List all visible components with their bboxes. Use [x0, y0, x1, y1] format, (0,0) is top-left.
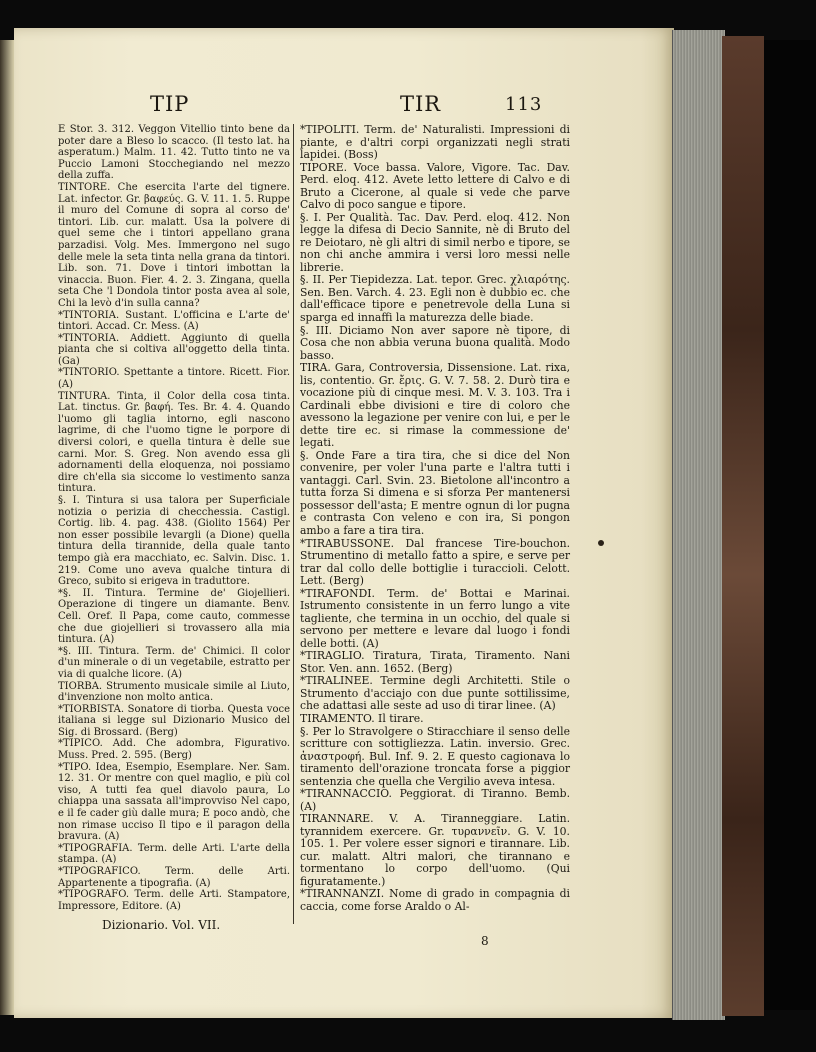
entry: *TIRAGLIO. Tiratura, Tirata, Tiramento. Nani Stor. Ven. ann. 1652. (Berg): [300, 649, 570, 675]
entry: §. III. Diciamo Non aver sapore nè tipore, di Cosa che non abbia veruna buona qualità. Modo basso.: [300, 323, 570, 362]
entry: §. Onde Fare a tira tira, che si dice del Non convenire, per voler l'una parte e l'altra tutti i vantaggi. Carl. Svin. 23. Bietolone all'incontro a tutta forza Si dimena e si sforza Per mantenersi possessor dell'asta; E mentre ognun di lor pugna e contrasta Con veleno e con ira, Si pongon ambo a fare a tira tira.: [300, 448, 570, 537]
background-right: [764, 40, 816, 1010]
entry: TIORBA. Strumento musicale simile al Liuto, d'invenzione non molto antica.: [58, 680, 290, 704]
entry: *TIPO. Idea, Esempio, Esemplare. Ner. Sam. 12. 31. Or mentre con quel maglio, e più col viso, A tutti fea quel diavolo paura, Lo chiappa una sassata all'improvviso Nel capo, e il fe cader giù dalle mura; E poco andò, che non rimase ucciso Il tipo e il paragon della bravura. (A): [58, 761, 290, 843]
volume-footer: Dizionario. Vol. VII.: [102, 918, 221, 932]
entry: TIRANNARE. V. A. Tiranneggiare. Latin. tyrannidem exercere. Gr. τυραννεῖν. G. V. 10. 105. 1. Per volere esser signori e tirannare. Lib. cur. malatt. Altri malori, che tirannano e tormentano lo corpo dell'uomo. (Qui figuratamente.): [300, 812, 570, 888]
entry: §. I. Per Qualità. Tac. Dav. Perd. eloq. 412. Non legge la difesa di Decio Sannite, nè di Bruto del re Deiotaro, nè gli altri di simil nerbo e tipore, se non chi anche ammira i versi loro messi nelle librerie.: [300, 210, 570, 274]
left-column: [58, 124, 290, 912]
entry: TINTORE. Che esercita l'arte del tignere. Lat. infector. Gr. βαφεύς. G. V. 11. 1. 5. Ruppe il muro del Comune di sopra al corso de' tintori. Lib. cur. malatt. Usa la polvere di quel seme che i tintori appellano grana parzadisi. Volg. Mes. Immergono nel sugo delle mele la seta tinta nella grana da tintori. Lib. son. 71. Dove i tintori imbottan la vinaccia. Buon. Fier. 4. 2. 3. Zingana, quella seta Che 'l Dondola tintor posta avea al sole, Chi la levò d'in sulla canna?: [58, 181, 290, 309]
page-number: 113: [505, 94, 543, 115]
page-edges: [672, 30, 725, 1020]
entry: *TINTORIO. Spettante a tintore. Ricett. Fior. (A): [58, 367, 290, 391]
book-cover-board: [722, 36, 764, 1016]
entry: §. I. Tintura si usa talora per Superficiale notizia o perizia di checchessia. Castigl. Cortig. lib. 4. pag. 438. (Giolito 1564) Per non esser possibile levargli (a Dione) quella tintura della tirannide, della quale tanto tempo già era macchiato, ec. Salvin. Disc. 1. 219. Come uno aveva qualche tintura di Greco, subito si erigeva in traduttore.: [58, 495, 290, 588]
entry: TIPORE. Voce bassa. Valore, Vigore. Tac. Dav. Perd. eloq. 412. Avete letto lettere di Calvo e di Bruto a Cicerone, al quale si vede che parve Calvo di poco sangue e tipore.: [300, 160, 570, 212]
entry: *TIRABUSSONE. Dal francese Tire-bouchon. Strumentino di metallo fatto a spire, e serve per trar dal collo delle bottiglie i turaccioli. Celott. Lett. (Berg): [300, 536, 570, 588]
entry: §. II. Per Tiepidezza. Lat. tepor. Grec. χλιαρότης. Sen. Ben. Varch. 4. 23. Egli non è dubbio ec. che dall'efficace tipore e penetrevole della Luna si sparga ed innaffi la maturezza delle biade.: [300, 273, 570, 324]
entry: TIRAMENTO. Il tirare.: [300, 711, 424, 725]
running-head-left: TIP: [150, 92, 190, 116]
entry: *TIPICO. Add. Che adombra, Figurativo. Muss. Pred. 2. 595. (Berg): [58, 738, 290, 762]
entry: *TIORBISTA. Sonatore di tiorba. Questa voce italiana si legge sul Dizionario Musico del Sig. di Brossard. (Berg): [58, 703, 290, 738]
entry: *TIPOGRAFO. Term. delle Arti. Stampatore, Impressore, Editore. (A): [58, 889, 290, 912]
running-head-right: TIR: [400, 92, 442, 116]
ink-spot: [598, 540, 604, 546]
entry: *TINTORIA. Addiett. Aggiunto di quella pianta che si coltiva all'oggetto della tinta. (Ga): [58, 332, 290, 367]
entry: *TIRANNANZI. Nome di grado in compagnia di caccia, come forse Araldo o Al-: [300, 887, 570, 913]
entry: E Stor. 3. 312. Veggon Vitellio tinto bene da poter dare a Bleso lo scacco. (Il testo lat. ha asperatum.) Malm. 11. 42. Tutto tinto ne va Puccio Lamoni Stocchegiando nel mezzo della zuffa.: [58, 124, 290, 182]
right-column: [300, 124, 570, 913]
entry: *TIPOLITI. Term. de' Naturalisti. Impressioni di piante, e d'altri corpi organizzati negli strati lapidei. (Boss): [300, 123, 570, 162]
entry: *TINTORIA. Sustant. L'officina e L'arte de' tintori. Accad. Cr. Mess. (A): [58, 309, 290, 333]
entry: *TIRANNACCIO. Peggiorat. di Tiranno. Bemb. (A): [300, 787, 570, 813]
entry: *TIRAFONDI. Term. de' Bottai e Marinai. Istrumento consistente in un ferro lungo a vite tagliente, che termina in un occhio, del quale si servono per mettere e levare dal luogo i fondi delle botti. (A): [300, 586, 570, 650]
entry: *TIPOGRAFICO. Term. delle Arti. Appartenente a tipografia. (A): [58, 866, 290, 889]
entry: *TIPOGRAFIA. Term. delle Arti. L'arte della stampa. (A): [58, 842, 290, 866]
entry: TINTURA. Tinta, il Color della cosa tinta. Lat. tinctus. Gr. βαφή. Tes. Br. 4. 4. Quando l'uomo gli taglia intorno, egli nascono lagrime, di che l'uomo tigne le porpore di diversi colori, e quella tintura è delle sue carni. Mor. S. Greg. Non avendo essa gli adornamenti della eloquenza, noi possiamo dire ch'ella sia siccome lo vestimento sanza tintura.: [58, 390, 290, 495]
entry: *TIRALINEE. Termine degli Architetti. Stile o Strumento d'acciajo con due punte sottilissime, che adattasi alle seste ad uso di tirar linee. (A): [300, 674, 570, 713]
signature-mark: 8: [481, 934, 489, 948]
entry: *§. III. Tintura. Term. de' Chimici. Il color d'un minerale o di un vegetabile, estratto per via di qualche licore. (A): [58, 645, 290, 680]
entry: §. Per lo Stravolgere o Stiracchiare il senso delle scritture con sottigliezza. Latin. inversio. Grec. ἀναστροφή. Bul. Inf. 9. 2. E questo cagionava lo tiramento dell'orazione troncata forse a piggior sentenzia che quella che Vergilio aveva intesa.: [300, 724, 570, 788]
entry: TIRA. Gara, Controversia, Dissensione. Lat. rixa, lis, contentio. Gr. ἔρις. G. V. 7. 58. 2. Durò tira e vocazione più di cinque mesi. M. V. 3. 103. Tra i Cardinali ebbe divisioni e tire di coloro che avessono la legazione per venire con lui, e per le dette tire ec. si rimase la commessione de' legati.: [300, 361, 570, 450]
column-rule: [293, 124, 294, 924]
entry: *§. II. Tintura. Termine de' Giojellieri. Operazione di tingere un diamante. Benv. Cell. Oref. Il Papa, come cauto, commesse che due giojellieri si trovassero alla mia tintura. (A): [58, 587, 290, 646]
